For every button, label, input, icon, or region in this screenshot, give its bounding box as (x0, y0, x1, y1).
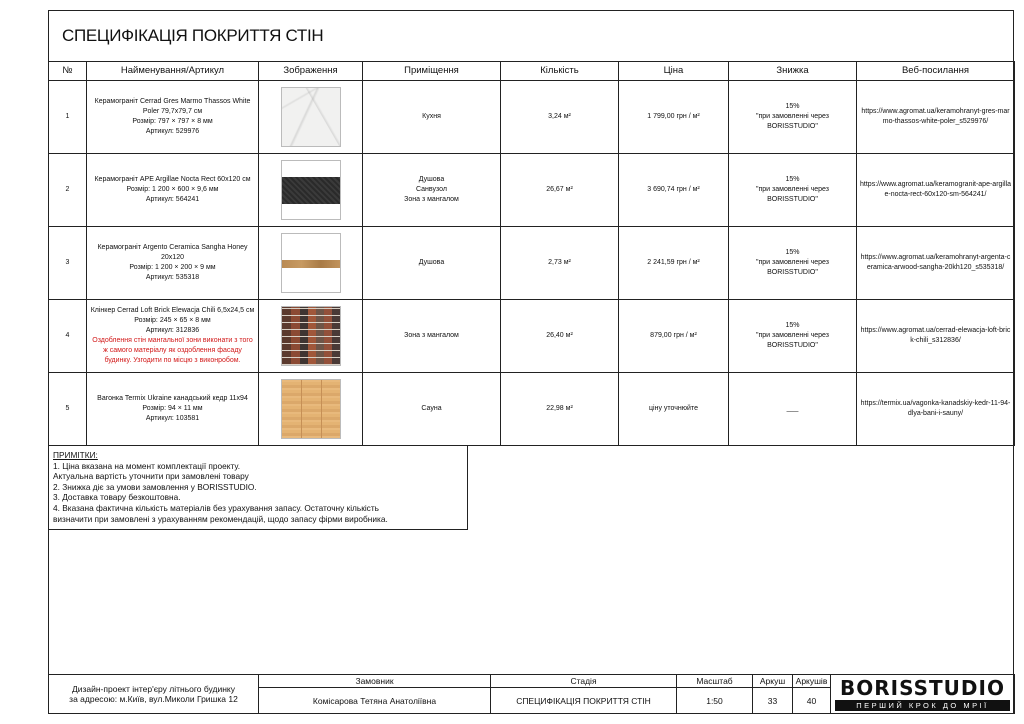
discount-line: BORISSTUDIO" (767, 123, 818, 130)
product-swatch-image (281, 160, 341, 220)
discount-line: 15% (785, 249, 800, 256)
room (363, 81, 501, 154)
note-line: 1. Ціна вказана на момент комплектації проекту. (53, 460, 241, 471)
room (363, 300, 501, 373)
room-line: Душова (418, 176, 445, 183)
product-name-line: Вагонка Termix Ukraine канадський кедр 11x94 (97, 395, 248, 402)
specification-table (48, 61, 1015, 446)
discount (729, 154, 857, 227)
title-block (48, 10, 1014, 62)
product-name-line: Артикул: 535318 (145, 274, 200, 281)
project-line-2: за адресою: м.Київ, вул.Миколи Гришка 12 (69, 694, 238, 704)
product-name-line: Артикул: 529976 (145, 128, 200, 135)
stage-value: СПЕЦИФІКАЦІЯ ПОКРИТТЯ СТІН (491, 688, 677, 714)
table-row (49, 227, 1015, 300)
product-name-line: Розмір: 797 × 797 × 8 мм (132, 118, 213, 125)
row-number: 1 (49, 81, 87, 154)
sheet-value: 33 (753, 688, 793, 714)
product-name-line: Клінкер Cerrad Loft Brick Elewacja Chili 6,5x24,5 см (90, 307, 255, 314)
note-line: визначити при замовлені з урахуванням рекомендацій, щодо запасу фірми виробника. (53, 513, 388, 524)
sheets-label: Аркушів (793, 675, 831, 688)
discount (729, 373, 857, 446)
product-name (87, 227, 259, 300)
note-line: 2. Знижка діє за умови замовлення у BORISSTUDIO. (53, 481, 257, 492)
quantity: 22,98 м² (501, 373, 619, 446)
note-line: 4. Вказана фактична кількість матеріалів без урахування запасу. Остаточну кількість (53, 502, 379, 513)
table-row (49, 373, 1015, 446)
discount-line: BORISSTUDIO" (767, 196, 818, 203)
project-description (49, 675, 259, 714)
product-image-cell (259, 373, 363, 446)
discount (729, 300, 857, 373)
price: 2 241,59 грн / м² (619, 227, 729, 300)
discount (729, 227, 857, 300)
col-header-room: Приміщення (363, 62, 501, 81)
room-line: Санвузол (416, 186, 447, 193)
tile-band (282, 177, 340, 204)
product-image-cell (259, 81, 363, 154)
quantity: 3,24 м² (501, 81, 619, 154)
quantity: 26,67 м² (501, 154, 619, 227)
product-image-cell (259, 154, 363, 227)
row-number: 2 (49, 154, 87, 227)
notes-heading: ПРИМІТКИ: (53, 450, 98, 460)
product-name-line: Розмір: 1 200 × 200 × 9 мм (129, 264, 216, 271)
product-name-line: Розмір: 245 × 65 × 8 мм (134, 317, 211, 324)
room-line: Зона з мангалом (404, 332, 459, 339)
product-swatch-image (281, 306, 341, 366)
customer-value: Комісарова Тетяна Анатоліївна (259, 688, 491, 714)
col-header-price: Ціна (619, 62, 729, 81)
project-line-1: Дизайн-проект інтер'єру літнього будинку (71, 684, 235, 694)
product-image-cell (259, 300, 363, 373)
logo-tagline: ПЕРШИЙ КРОК ДО МРІЇ (835, 700, 1010, 711)
product-image-cell (259, 227, 363, 300)
sheets-value: 40 (793, 688, 831, 714)
col-header-discount: Знижка (729, 62, 857, 81)
customer-label: Замовник (259, 675, 491, 688)
room (363, 373, 501, 446)
product-note: Оздоблення стін мангальної зони виконати з того ж самого матеріалу як оздоблення фасаду будинку. Узгодити по місцю з виконробом. (92, 337, 253, 364)
note-line: 3. Доставка товару безкоштовна. (53, 492, 181, 503)
col-header-name: Найменування/Артикул (87, 62, 259, 81)
scale-label: Масштаб (677, 675, 753, 688)
quantity: 26,40 м² (501, 300, 619, 373)
scale-value: 1:50 (677, 688, 753, 714)
logo-wordmark: BORISSTUDIO (840, 676, 1005, 700)
table-row (49, 81, 1015, 154)
quantity: 2,73 м² (501, 227, 619, 300)
stage-label: Стадія (491, 675, 677, 688)
title-stamp (48, 674, 1015, 714)
room (363, 227, 501, 300)
col-header-link: Веб-посилання (857, 62, 1015, 81)
studio-logo (831, 675, 1015, 714)
product-name-line: Керамограніт Argento Ceramica Sangha Honey 20x120 (97, 244, 248, 261)
discount-line: "при замовленні через (756, 332, 829, 339)
product-name-line: Артикул: 103581 (145, 415, 200, 422)
discount-line: ___ (786, 405, 799, 412)
discount-line: BORISSTUDIO" (767, 342, 818, 349)
room (363, 154, 501, 227)
product-name (87, 300, 259, 373)
product-name-line: Артикул: 564241 (145, 196, 200, 203)
table-row (49, 154, 1015, 227)
product-name (87, 154, 259, 227)
product-name-line: Розмір: 1 200 × 600 × 9,6 мм (126, 186, 219, 193)
table-header-row (49, 62, 1015, 81)
discount-line: 15% (785, 103, 800, 110)
discount-line: 15% (785, 176, 800, 183)
table-row (49, 300, 1015, 373)
product-name-line: Керамограніт Cerrad Gres Marmo Thassos White Poler 79,7x79,7 см (94, 98, 251, 115)
row-number: 5 (49, 373, 87, 446)
col-header-num: № (49, 62, 87, 81)
price: 1 799,00 грн / м² (619, 81, 729, 154)
room-line: Душова (418, 259, 445, 266)
price: ціну уточнюйте (619, 373, 729, 446)
discount-line: "при замовленні через (756, 186, 829, 193)
col-header-image: Зображення (259, 62, 363, 81)
web-link[interactable]: https://www.agromat.ua/keramohranyt-argenta-ceramica-arwood-sangha-20kh120_s535318/ (857, 227, 1015, 300)
product-name-line: Керамограніт APE Argillae Nocta Rect 60x120 см (94, 176, 251, 183)
web-link[interactable]: https://termix.ua/vagonka-kanadskiy-kedr-11-94-dlya-bani-i-sauny/ (857, 373, 1015, 446)
web-link[interactable]: https://www.agromat.ua/cerrad-elewacja-loft-brick-chili_s312836/ (857, 300, 1015, 373)
product-name (87, 81, 259, 154)
discount-line: 15% (785, 322, 800, 329)
product-name (87, 373, 259, 446)
room-line: Кухня (422, 113, 441, 120)
room-line: Зона з мангалом (404, 196, 459, 203)
price: 3 690,74 грн / м² (619, 154, 729, 227)
page-title: СПЕЦИФІКАЦІЯ ПОКРИТТЯ СТІН (62, 26, 324, 45)
web-link[interactable]: https://www.agromat.ua/keramogranit-ape-argillae-nocta-rect-60x120-sm-564241/ (857, 154, 1015, 227)
product-swatch-image (281, 87, 341, 147)
discount (729, 81, 857, 154)
room-line: Сауна (421, 405, 442, 412)
product-name-line: Артикул: 312836 (145, 327, 200, 334)
discount-line: BORISSTUDIO" (767, 269, 818, 276)
discount-line: "при замовленні через (756, 113, 829, 120)
note-line: Актуальна вартість уточнити при замовлені товару (53, 471, 249, 482)
product-swatch-image (281, 233, 341, 293)
product-swatch-image (281, 379, 341, 439)
web-link[interactable]: https://www.agromat.ua/keramohranyt-gres-marmo-thassos-white-poler_s529976/ (857, 81, 1015, 154)
row-number: 4 (49, 300, 87, 373)
product-name-line: Розмір: 94 × 11 мм (142, 405, 203, 412)
tile-band (282, 260, 340, 268)
notes-block (48, 445, 468, 530)
col-header-qty: Кількість (501, 62, 619, 81)
row-number: 3 (49, 227, 87, 300)
discount-line: "при замовленні через (756, 259, 829, 266)
sheet-label: Аркуш (753, 675, 793, 688)
price: 879,00 грн / м² (619, 300, 729, 373)
